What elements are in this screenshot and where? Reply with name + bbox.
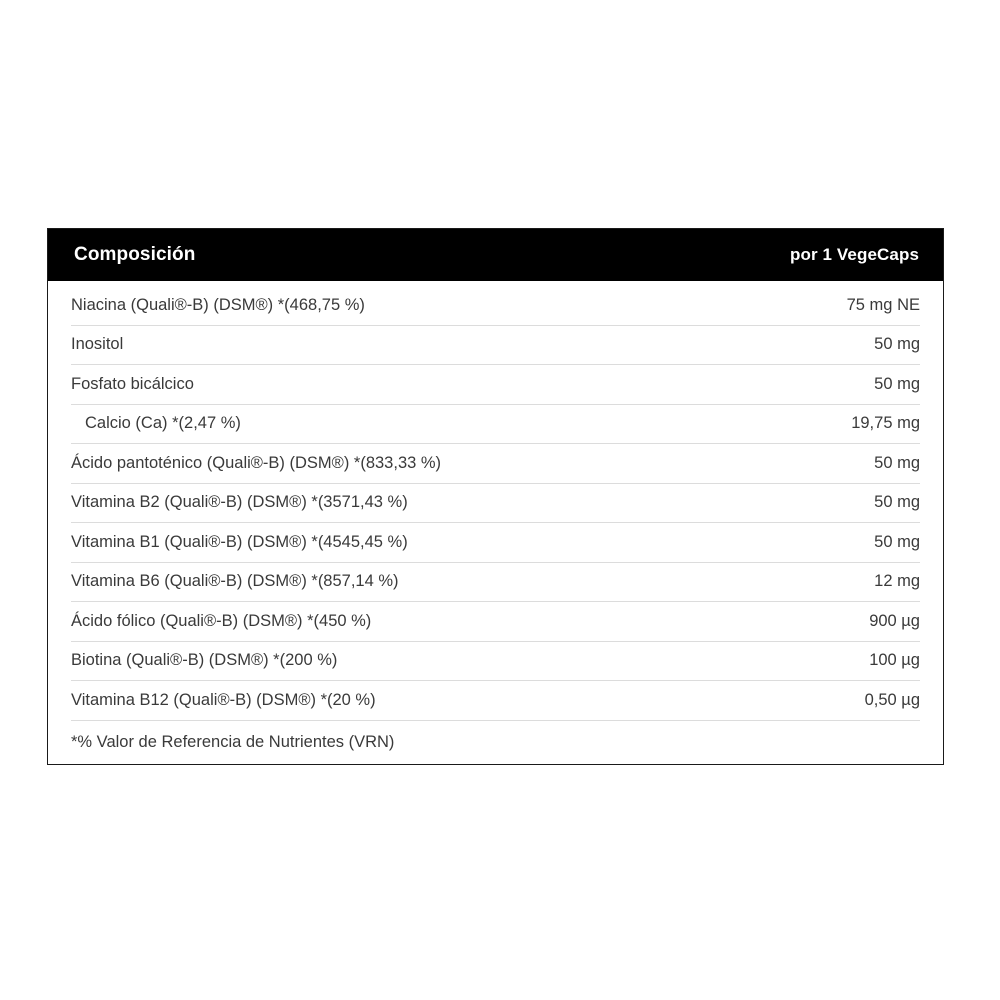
nutrient-amount: 12 mg xyxy=(874,572,920,591)
panel-title: Composición xyxy=(74,244,196,265)
nutrient-amount: 0,50 µg xyxy=(864,690,920,709)
nutrient-name: Vitamina B12 (Quali®-B) (DSM®) *(20 %) xyxy=(71,690,376,709)
panel-header xyxy=(48,229,943,281)
footnote-text: *% Valor de Referencia de Nutrientes (VRN) xyxy=(71,732,395,751)
table-row xyxy=(71,365,920,405)
table-row xyxy=(71,326,920,366)
nutrient-name: Calcio (Ca) *(2,47 %) xyxy=(85,414,241,433)
panel-body xyxy=(48,281,943,764)
nutrient-name: Biotina (Quali®-B) (DSM®) *(200 %) xyxy=(71,651,338,670)
nutrient-amount: 50 mg xyxy=(874,493,920,512)
nutrient-amount: 75 mg NE xyxy=(846,295,920,314)
table-row xyxy=(71,523,920,563)
table-row xyxy=(71,563,920,603)
nutrient-name: Ácido fólico (Quali®-B) (DSM®) *(450 %) xyxy=(71,611,372,630)
nutrient-name: Ácido pantoténico (Quali®-B) (DSM®) *(833,33 %) xyxy=(71,453,442,472)
footnote-row xyxy=(71,721,920,764)
table-row xyxy=(71,444,920,484)
nutrient-amount: 50 mg xyxy=(874,335,920,354)
nutrient-name: Vitamina B1 (Quali®-B) (DSM®) *(4545,45 %) xyxy=(71,532,408,551)
nutrient-amount: 19,75 mg xyxy=(851,414,920,433)
table-row xyxy=(71,484,920,524)
table-row xyxy=(71,405,920,445)
nutrient-name: Vitamina B6 (Quali®-B) (DSM®) *(857,14 %) xyxy=(71,572,399,591)
serving-size-label: por 1 VegeCaps xyxy=(790,245,919,264)
nutrient-amount: 900 µg xyxy=(869,611,920,630)
nutrient-amount: 50 mg xyxy=(874,453,920,472)
nutrient-amount: 100 µg xyxy=(869,651,920,670)
nutrient-name: Vitamina B2 (Quali®-B) (DSM®) *(3571,43 %) xyxy=(71,493,408,512)
table-row xyxy=(71,642,920,682)
table-row xyxy=(71,602,920,642)
nutrient-name: Fosfato bicálcico xyxy=(71,374,194,393)
nutrient-amount: 50 mg xyxy=(874,374,920,393)
nutrition-composition-panel xyxy=(47,228,944,765)
nutrient-amount: 50 mg xyxy=(874,532,920,551)
nutrient-name: Niacina (Quali®-B) (DSM®) *(468,75 %) xyxy=(71,295,365,314)
nutrient-name: Inositol xyxy=(71,335,124,354)
table-row xyxy=(71,681,920,721)
table-row xyxy=(71,286,920,326)
